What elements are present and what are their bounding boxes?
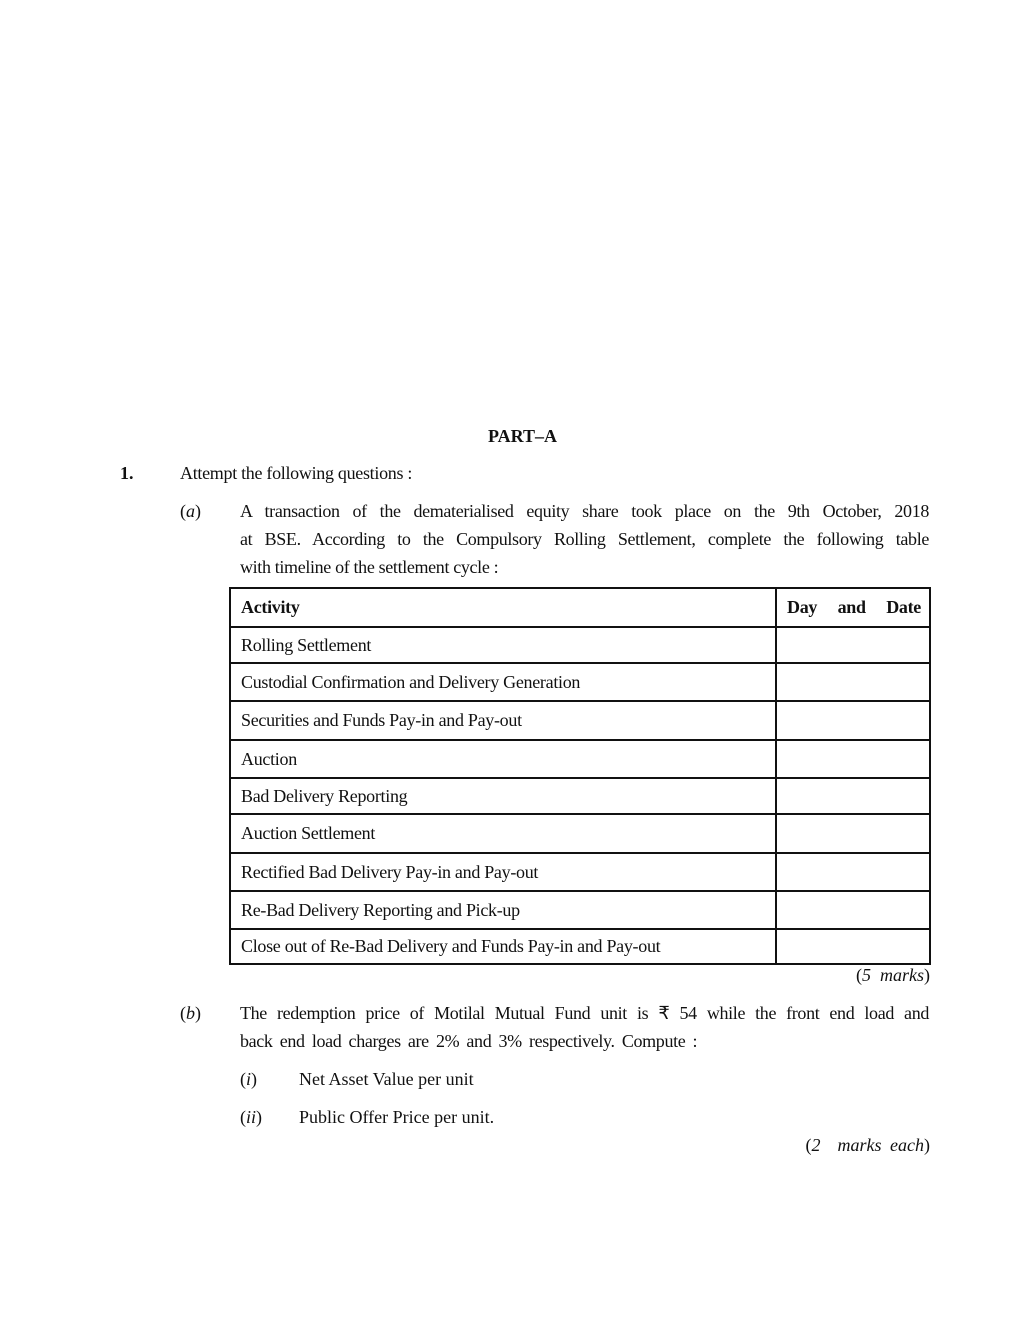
header-day-and-date: Day and Date [776, 588, 930, 627]
activity-cell: Re-Bad Delivery Reporting and Pick-up [230, 891, 776, 929]
sub-ii-letter: ii [246, 1107, 257, 1127]
day-date-cell [776, 778, 930, 814]
table-row [230, 701, 930, 740]
day-date-cell [776, 663, 930, 701]
sub-ii-text: Public Offer Price per unit. [299, 1107, 495, 1127]
header-activity: Activity [230, 588, 776, 627]
day-date-cell [776, 891, 930, 929]
table-row [230, 929, 930, 964]
part-a-letter: a [186, 501, 195, 521]
activity-cell: Custodial Confirmation and Delivery Generation [230, 663, 776, 701]
part-a-line-1: A transaction of the dematerialised equity share took place on the 9th October, 2018 [240, 501, 929, 521]
part-b-label: (b) [180, 1003, 201, 1023]
part-b-line-1: The redemption price of Motilal Mutual Fund unit is ₹ 54 while the front end load and [240, 1003, 929, 1023]
marks-word: marks each [837, 1135, 924, 1155]
table-row [230, 778, 930, 814]
part-a-line-2: at BSE. According to the Compulsory Rolling Settlement, complete the following table [240, 529, 929, 549]
part-a-label: (a) [180, 501, 201, 521]
part-b-marks: (2 marks each) [805, 1135, 930, 1155]
table-row [230, 853, 930, 891]
settlement-table [229, 587, 931, 965]
marks-number: 5 [862, 965, 871, 985]
activity-cell: Bad Delivery Reporting [230, 778, 776, 814]
table-row [230, 891, 930, 929]
day-date-cell [776, 627, 930, 663]
day-date-cell [776, 814, 930, 853]
table-row [230, 627, 930, 663]
part-b-line-2: back end load charges are 2% and 3% respectively. Compute : [240, 1031, 698, 1051]
part-a-marks: (5 marks) [856, 965, 930, 985]
marks-word: marks [880, 965, 924, 985]
activity-cell: Securities and Funds Pay-in and Pay-out [230, 701, 776, 740]
sub-i-letter: i [246, 1069, 252, 1089]
part-title: PART–A [488, 426, 558, 446]
day-date-cell [776, 740, 930, 778]
marks-number: 2 [811, 1135, 821, 1155]
day-date-cell [776, 853, 930, 891]
question-number: 1. [120, 463, 134, 483]
table-header-row [230, 588, 930, 627]
activity-cell: Rectified Bad Delivery Pay-in and Pay-out [230, 853, 776, 891]
question-instruction: Attempt the following questions : [180, 463, 413, 483]
table-row [230, 814, 930, 853]
day-date-cell [776, 701, 930, 740]
day-date-cell [776, 929, 930, 964]
table-row [230, 740, 930, 778]
sub-i-label: (i) [240, 1069, 258, 1089]
activity-cell: Rolling Settlement [230, 627, 776, 663]
activity-cell: Auction Settlement [230, 814, 776, 853]
part-b-letter: b [186, 1003, 195, 1023]
sub-i-text: Net Asset Value per unit [299, 1069, 474, 1089]
activity-cell: Close out of Re-Bad Delivery and Funds Pay-in and Pay-out [230, 929, 776, 964]
part-a-line-3: with timeline of the settlement cycle : [240, 557, 499, 577]
activity-cell: Auction [230, 740, 776, 778]
table-row [230, 663, 930, 701]
sub-ii-label: (ii) [240, 1107, 263, 1127]
